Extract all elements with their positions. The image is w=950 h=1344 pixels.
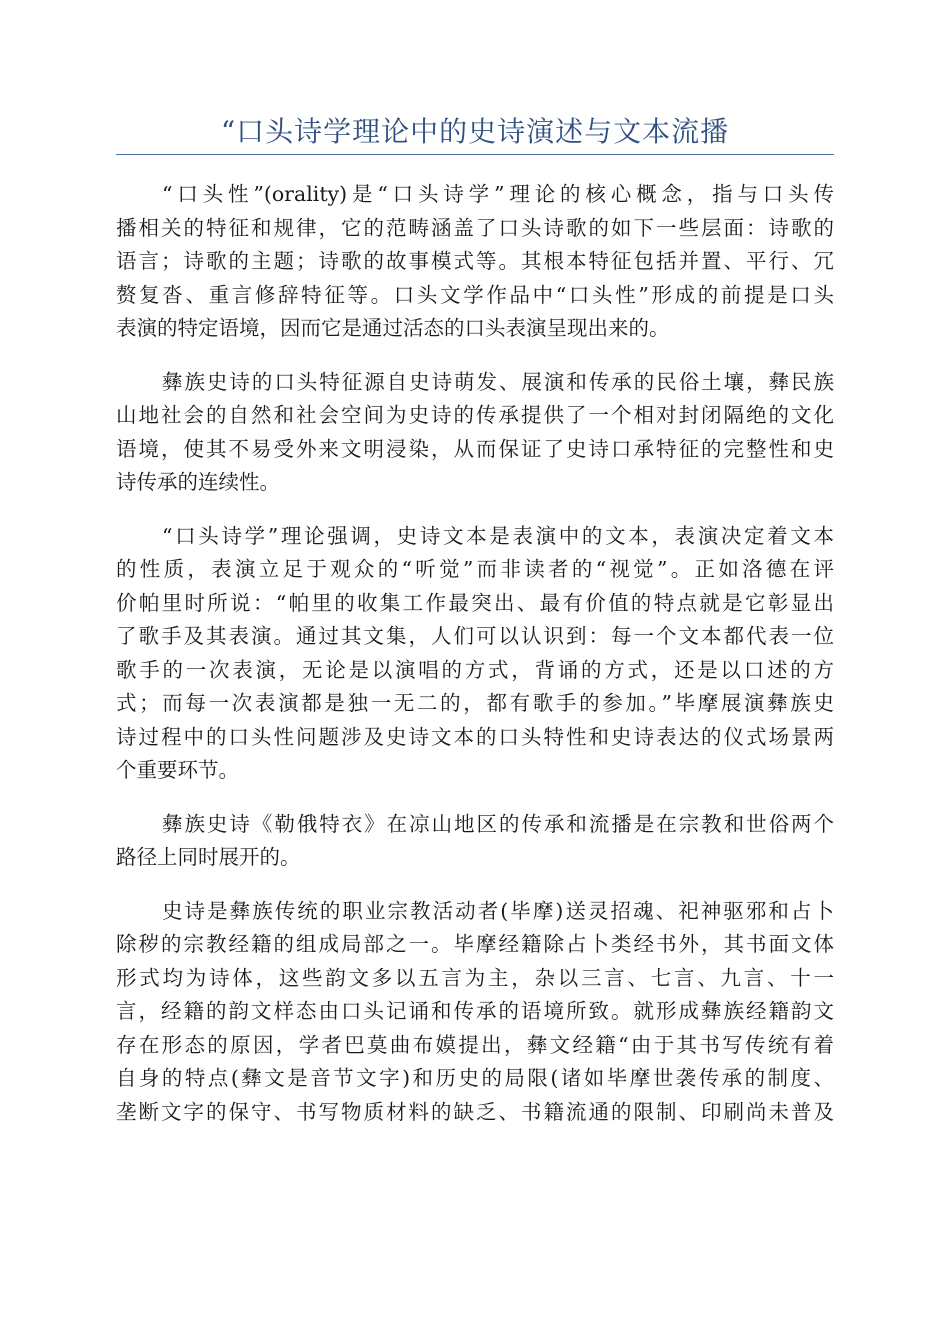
document-title: “口头诗学理论中的史诗演述与文本流播: [220, 115, 730, 148]
paragraph-bimo-scriptures: [116, 895, 834, 1130]
text-line: 自身的特点(彝文是音节文字)和历史的局限(诸如毕摩世袭传承的制度、: [116, 1066, 834, 1090]
text-line: 诗过程中的口头性问题涉及史诗文本的口头特性和史诗表达的仪式场景两: [116, 724, 834, 749]
text-line: 诗传承的连续性。: [116, 470, 280, 494]
document-body: [116, 178, 834, 1149]
text-line: 除秽的宗教经籍的组成局部之一。毕摩经籍除占卜类经书外，其书面文体: [116, 932, 834, 956]
text-line: 语境，使其不易受外来文明浸染，从而保证了史诗口承特征的完整性和史: [116, 436, 834, 461]
text-line: 垄断文字的保守、书写物质材料的缺乏、书籍流通的限制、印刷尚未普及: [116, 1099, 834, 1124]
paragraph-yi-epic-origin: [116, 366, 834, 500]
text-line: 路径上同时展开的。: [116, 845, 301, 869]
text-line: 彝族史诗的口头特征源自史诗萌发、展演和传承的民俗土壤，彝民族: [162, 369, 834, 394]
paragraph-performance-text: [116, 520, 834, 788]
text-line: “口头诗学”理论强调，史诗文本是表演中的文本，表演决定着文本: [162, 523, 834, 548]
text-line: “口头性”(orality)是“口头诗学”理论的核心概念，指与口头传: [162, 182, 834, 206]
text-line: 式；而每一次表演都是独一无二的，都有歌手的参加。”毕摩展演彝族史: [116, 691, 834, 715]
paragraph-orality: [116, 178, 834, 346]
text-line: 个重要环节。: [116, 758, 239, 782]
text-line: 表演的特定语境，因而它是通过活态的口头表演呈现出来的。: [116, 316, 670, 340]
text-line: 山地社会的自然和社会空间为史诗的传承提供了一个相对封闭隔绝的文化: [116, 403, 834, 427]
text-line: 歌手的一次表演，无论是以演唱的方式，背诵的方式，还是以口述的方: [116, 657, 834, 682]
text-line: 彝族史诗《勒俄特衣》在凉山地区的传承和流播是在宗教和世俗两个: [162, 811, 834, 836]
text-line: 言，经籍的韵文样态由口头记诵和传承的语境所致。就形成彝族经籍韵文: [116, 999, 834, 1023]
text-line: 价帕里时所说：“帕里的收集工作最突出、最有价值的特点就是它彰显出: [116, 590, 834, 615]
text-line: 语言；诗歌的主题；诗歌的故事模式等。其根本特征包括并置、平行、冗: [116, 249, 834, 273]
text-line: 赘复沓、重言修辞特征等。口头文学作品中“口头性”形成的前提是口头: [116, 282, 834, 307]
text-line: 史诗是彝族传统的职业宗教活动者(毕摩)送灵招魂、祀神驱邪和占卜: [162, 898, 834, 923]
text-line: 存在形态的原因，学者巴莫曲布嫫提出，彝文经籍“由于其书写传统有着: [116, 1032, 834, 1057]
paragraph-leote: [116, 808, 834, 875]
text-line: 了歌手及其表演。通过其文集，人们可以认识到：每一个文本都代表一位: [116, 624, 834, 648]
text-line: 播相关的特征和规律，它的范畴涵盖了口头诗歌的如下一些层面：诗歌的: [116, 215, 834, 240]
text-line: 的性质，表演立足于观众的“听觉”而非读者的“视觉”。正如洛德在评: [116, 557, 834, 581]
title-underline: [116, 154, 834, 155]
text-line: 形式均为诗体，这些韵文多以五言为主，杂以三言、七言、九言、十一: [116, 965, 834, 990]
